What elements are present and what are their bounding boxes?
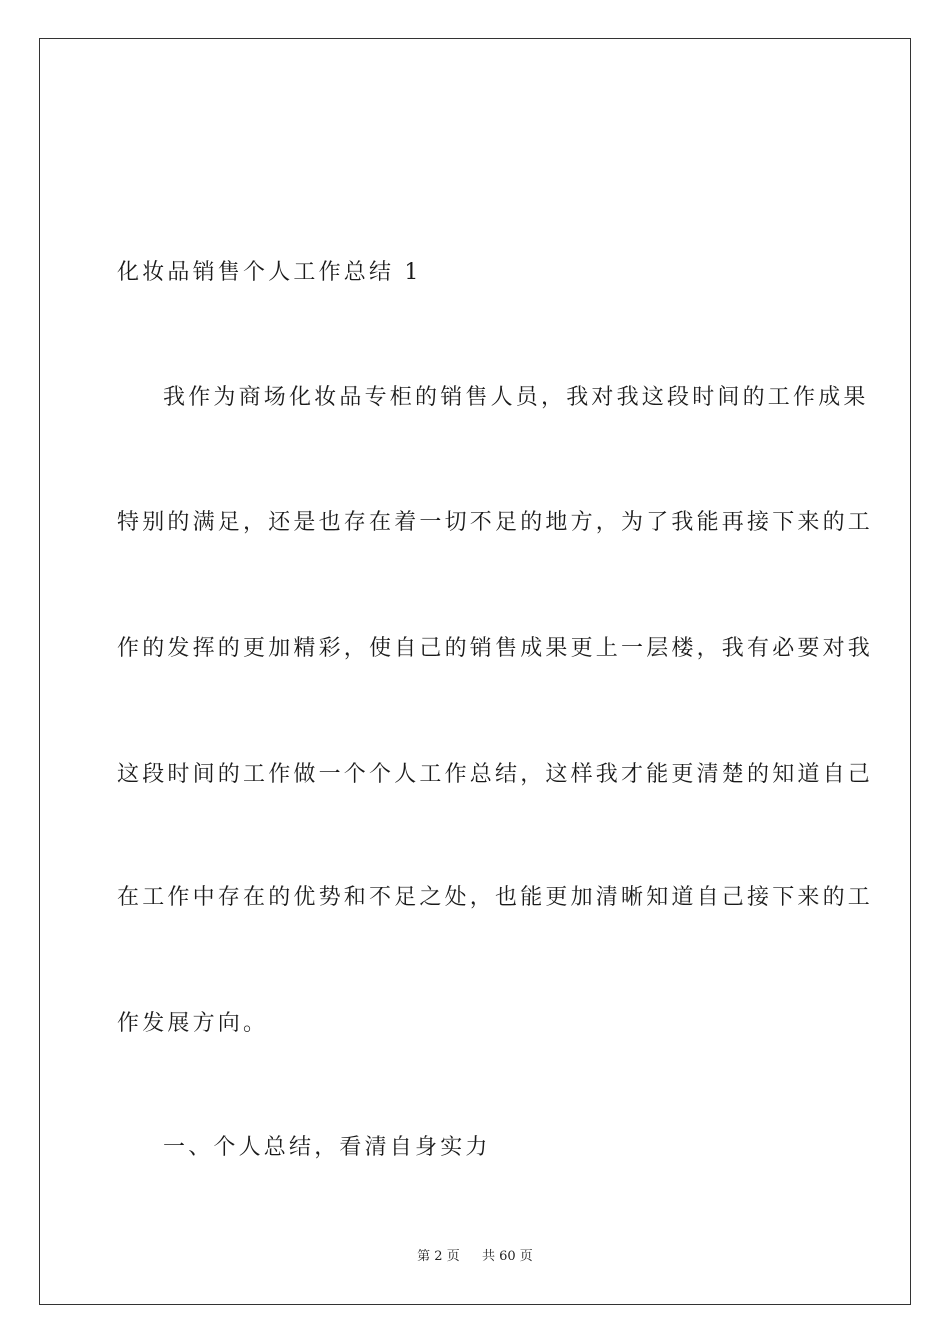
paragraph-line: 这段时间的工作做一个个人工作总结，这样我才能更清楚的知道自己 — [117, 762, 874, 787]
page-number: 第 2 页 — [417, 1249, 460, 1264]
page-total: 共 60 页 — [482, 1249, 533, 1264]
paragraph-line: 我作为商场化妆品专柜的销售人员，我对我这段时间的工作成果 — [163, 385, 869, 410]
paragraph-line: 作发展方向。 — [117, 1011, 269, 1036]
paragraph-line: 特别的满足，还是也存在着一切不足的地方，为了我能再接下来的工 — [117, 510, 874, 535]
page-footer — [0, 1248, 950, 1266]
document-title: 化妆品销售个人工作总结 1 — [117, 260, 422, 285]
section-heading: 一、个人总结，看清自身实力 — [163, 1135, 491, 1160]
paragraph-line: 在工作中存在的优势和不足之处，也能更加清晰知道自己接下来的工 — [117, 885, 874, 910]
paragraph-line: 作的发挥的更加精彩，使自己的销售成果更上一层楼，我有必要对我 — [117, 636, 874, 661]
page-border — [39, 38, 911, 1305]
